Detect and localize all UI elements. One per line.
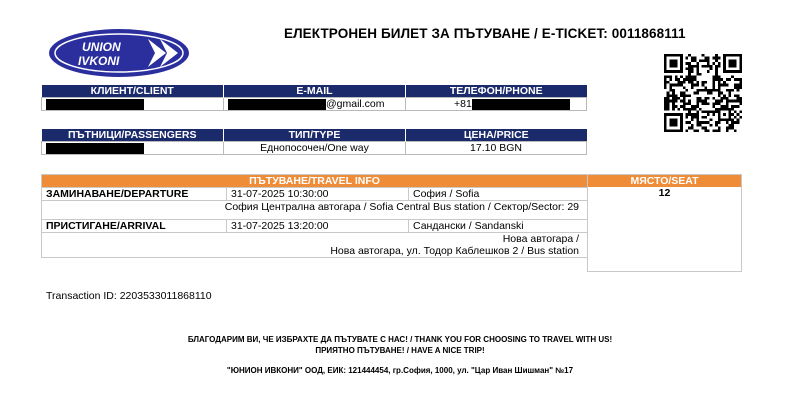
- departure-label: ЗАМИНАВАНЕ/DEPARTURE: [42, 188, 227, 201]
- thank-you-text: БЛАГОДАРИМ ВИ, ЧЕ ИЗБРАХТЕ ДА ПЪТУВАТЕ С НАС! / THANK YOU FOR CHOOSING TO TRAVEL WITH US!: [187, 335, 613, 344]
- departure-station: София Централна автогара / Sofia Central Bus station / Сектор/Sector: 29: [224, 201, 580, 213]
- email-cell: [224, 98, 406, 111]
- email-header: E-MAIL: [224, 85, 406, 98]
- seat-header: МЯСТО/SEAT: [588, 175, 742, 188]
- passenger-table: [41, 129, 587, 155]
- arrival-station-line1: Нова автогара /: [502, 233, 580, 245]
- departure-city: София / Sofia: [409, 188, 588, 201]
- union-ivkoni-logo: [48, 28, 190, 78]
- phone-cell: [406, 98, 587, 111]
- passenger-name-cell: [42, 142, 224, 155]
- redacted-email-user: [228, 99, 326, 110]
- company-info: "ЮНИОН ИВКОНИ" ООД, ЕИК: 121444454, гр.София, 1000, ул. "Цар Иван Шишман" №17: [226, 366, 574, 375]
- arrival-datetime: 31-07-2025 13:20:00: [227, 220, 409, 233]
- ticket-title: ЕЛЕКТРОНЕН БИЛЕТ ЗА ПЪТУВАНЕ / E-TICKET: 0011868111: [284, 26, 686, 41]
- client-table: [41, 85, 587, 111]
- ticket-type-cell: Еднопосочен/One way: [224, 142, 406, 155]
- redacted-client-name: [46, 99, 144, 110]
- travel-info-table: [41, 174, 588, 258]
- arrival-city: Сандански / Sandanski: [409, 220, 588, 233]
- seat-table: [587, 174, 742, 272]
- email-domain: @gmail.com: [326, 98, 385, 110]
- logo-line1: UNION: [82, 40, 121, 54]
- type-header: ТИП/TYPE: [224, 129, 406, 142]
- client-header: КЛИЕНТ/CLIENT: [42, 85, 224, 98]
- qr-code-icon: [664, 54, 742, 132]
- redacted-phone: [472, 99, 570, 110]
- transaction-id: Transaction ID: 2203533011868110: [46, 290, 212, 302]
- price-header: ЦЕНА/PRICE: [406, 129, 587, 142]
- logo-line2: IVKONI: [78, 54, 120, 68]
- client-name-cell: [42, 98, 224, 111]
- departure-datetime: 31-07-2025 10:30:00: [227, 188, 409, 201]
- nice-trip-text: ПРИЯТНО ПЪТУВАНЕ! / HAVE A NICE TRIP!: [315, 346, 485, 355]
- arrival-label: ПРИСТИГАНЕ/ARRIVAL: [42, 220, 227, 233]
- passengers-header: ПЪТНИЦИ/PASSENGERS: [42, 129, 224, 142]
- travel-info-header: ПЪТУВАНЕ/TRAVEL INFO: [42, 175, 588, 188]
- seat-number: 12: [658, 187, 671, 199]
- phone-header: ТЕЛЕФОН/PHONE: [406, 85, 587, 98]
- arrival-station-line2: Нова автогара, ул. Тодор Каблешков 2 / Bus station: [330, 245, 580, 257]
- ticket-price-cell: 17.10 BGN: [406, 142, 587, 155]
- redacted-passenger-name: [46, 143, 144, 154]
- phone-prefix: +81: [454, 98, 472, 110]
